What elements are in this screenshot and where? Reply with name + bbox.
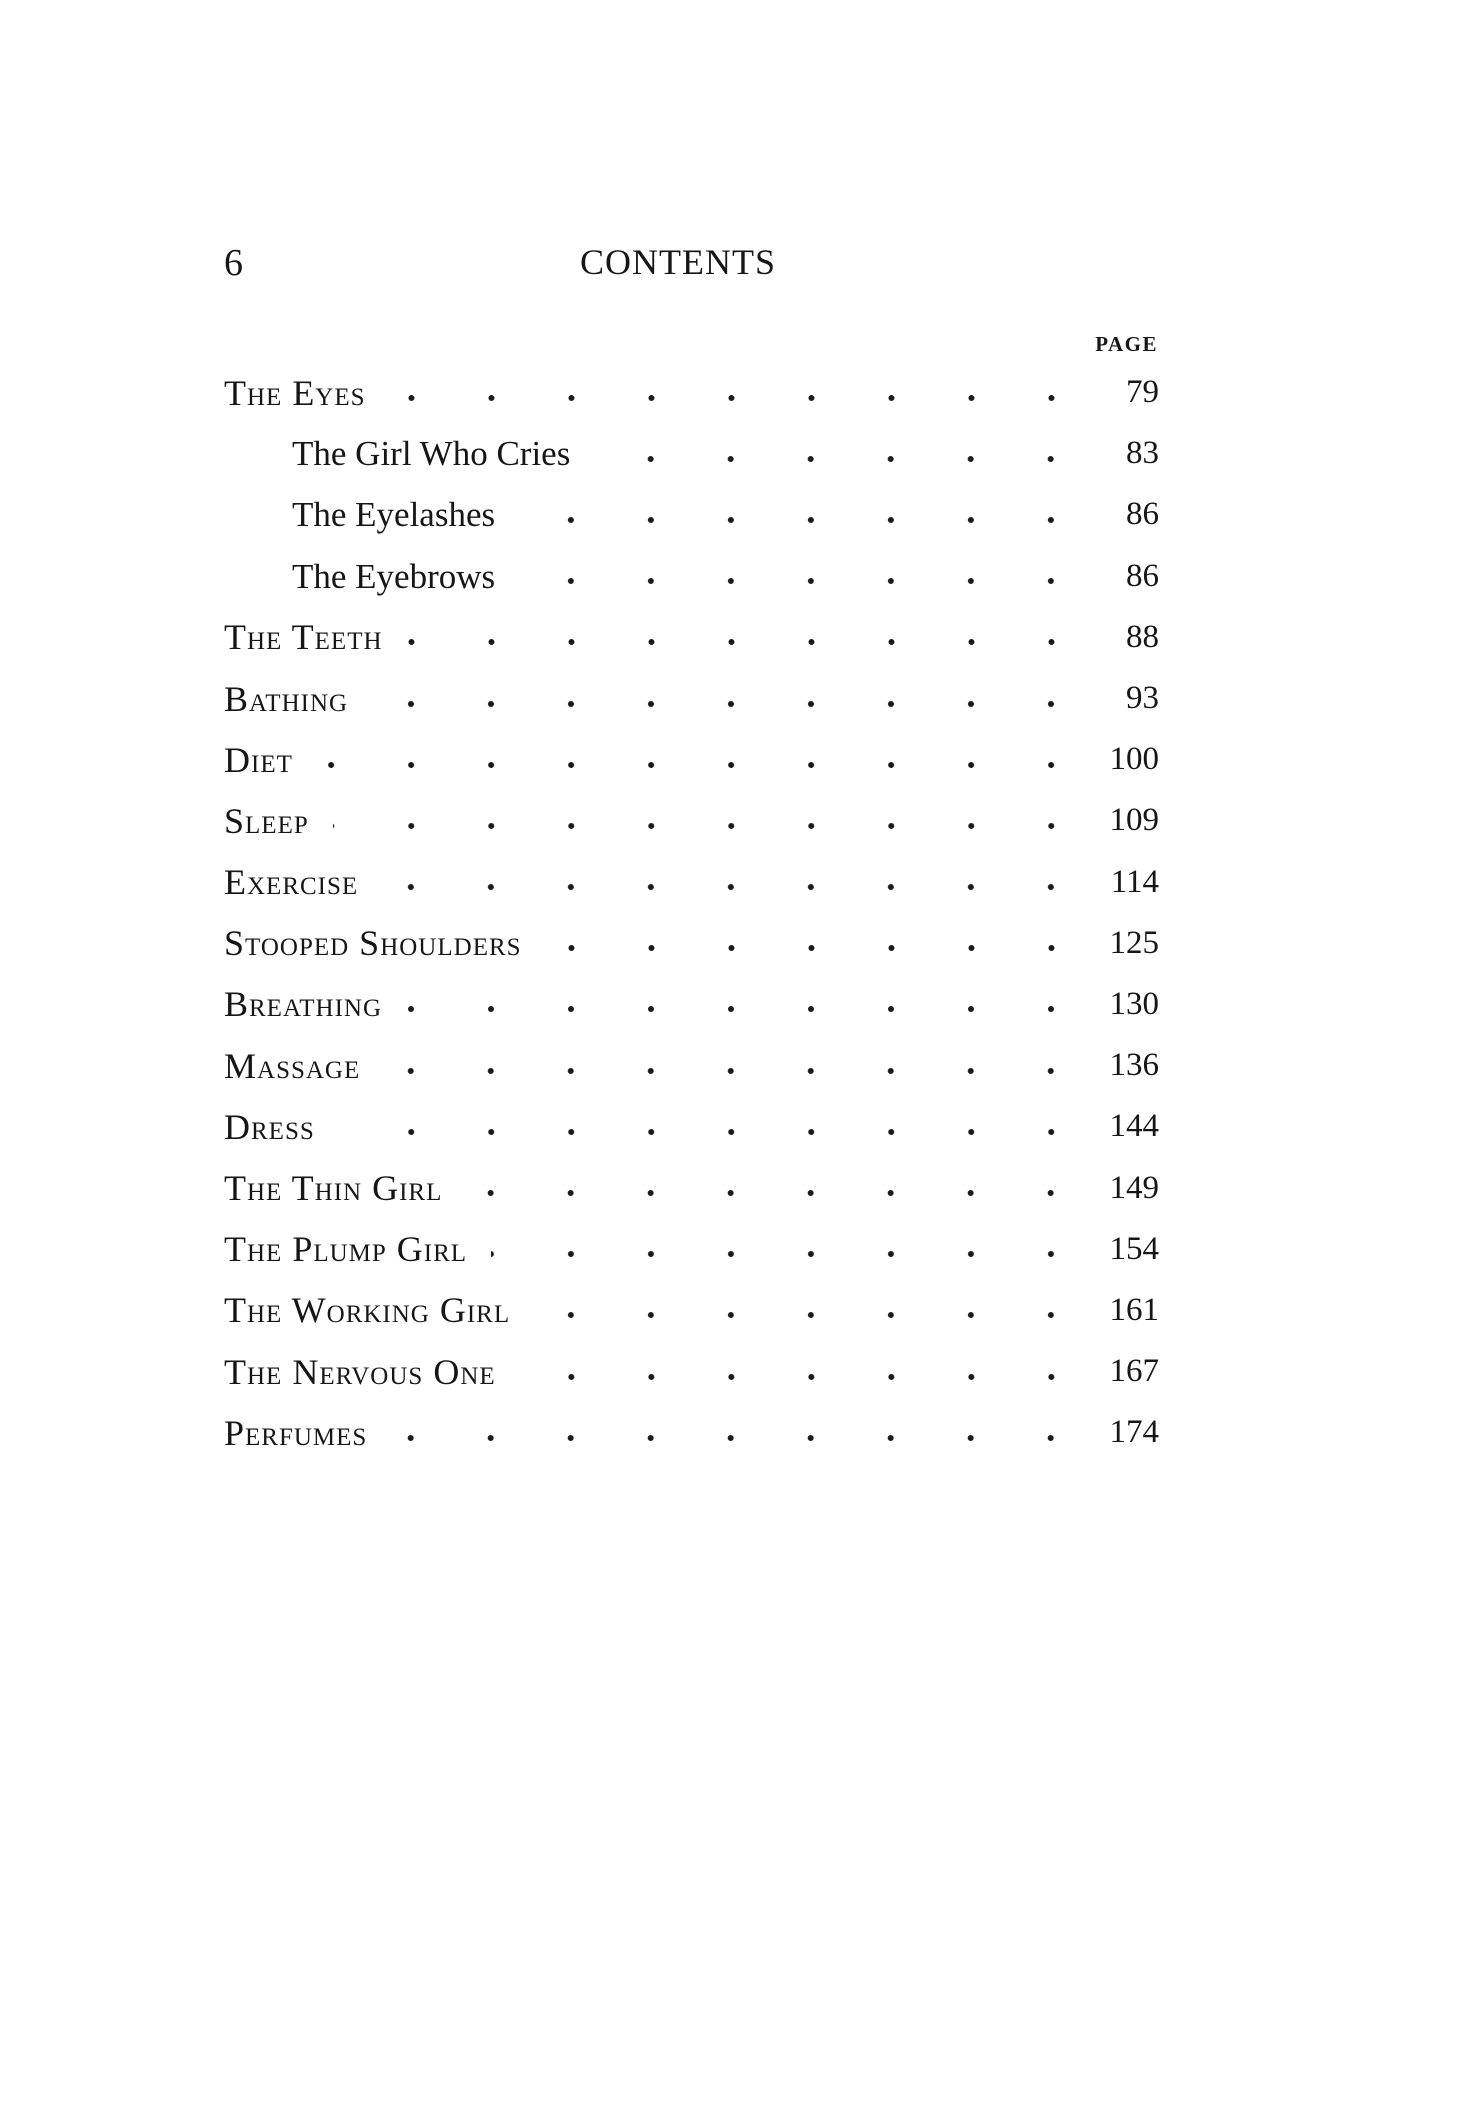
toc-entry-page: 161: [1109, 1291, 1159, 1328]
dot-leader: [546, 944, 1091, 952]
toc-entry-page: 93: [1126, 680, 1159, 717]
toc-entry-page: 125: [1109, 924, 1159, 961]
running-head: CONTENTS: [580, 242, 776, 282]
toc-entry-page: 100: [1109, 741, 1159, 778]
dot-leader: [372, 700, 1091, 708]
toc-entry-title: The Working Girl: [224, 1290, 511, 1331]
toc-entry-page: 79: [1126, 374, 1159, 411]
dot-leader: [519, 516, 1091, 524]
dot-leader: [407, 638, 1091, 646]
toc-entry-title: The Eyebrows: [292, 556, 496, 596]
toc-entry-title: Dress: [224, 1106, 315, 1147]
toc-entry: [224, 974, 1159, 1035]
toc-entry-page: 88: [1126, 618, 1159, 655]
table-of-contents: [224, 362, 1159, 1463]
page-column-label: PAGE: [1095, 332, 1158, 356]
toc-entry-page: 144: [1109, 1108, 1159, 1145]
toc-entry-page: 86: [1126, 496, 1159, 533]
dot-leader: [384, 1067, 1091, 1075]
toc-entry-title: The Teeth: [224, 617, 383, 658]
toc-entry: [224, 607, 1159, 668]
dot-leader: [339, 1128, 1091, 1136]
toc-entry-title: The Eyelashes: [292, 495, 496, 535]
toc-entry-title: The Girl Who Cries: [292, 434, 571, 474]
toc-entry-title: Perfumes: [224, 1412, 368, 1453]
toc-entry: [224, 484, 1159, 545]
toc-entry: [224, 852, 1159, 913]
toc-entry-page: 136: [1109, 1047, 1159, 1084]
dot-leader: [333, 822, 1091, 830]
toc-entry: [224, 546, 1159, 607]
toc-entry: [224, 423, 1159, 484]
dot-leader: [491, 1250, 1091, 1258]
dot-leader: [382, 883, 1091, 891]
page-number: 6: [224, 242, 243, 284]
dot-leader: [594, 455, 1091, 463]
toc-entry-title: Exercise: [224, 862, 359, 903]
dot-leader: [406, 1005, 1091, 1013]
dot-leader: [466, 1189, 1091, 1197]
toc-entry: [224, 1035, 1159, 1096]
toc-entry: [224, 913, 1159, 974]
toc-entry-page: 174: [1109, 1414, 1159, 1451]
toc-entry: [224, 362, 1159, 423]
dot-leader: [317, 761, 1091, 769]
toc-entry-page: 114: [1110, 863, 1159, 900]
toc-entry: [224, 790, 1159, 851]
toc-entry-title: The Eyes: [224, 372, 366, 413]
toc-entry-page: 149: [1109, 1169, 1159, 1206]
toc-entry-title: Breathing: [224, 984, 382, 1025]
toc-entry: [224, 668, 1159, 729]
toc-entry: [224, 729, 1159, 790]
toc-entry: [224, 1341, 1159, 1402]
toc-entry-title: Diet: [224, 739, 293, 780]
toc-entry-title: The Thin Girl: [224, 1168, 443, 1209]
toc-entry: [224, 1096, 1159, 1157]
toc-entry: [224, 1280, 1159, 1341]
dot-leader: [390, 394, 1091, 402]
toc-entry-page: 154: [1109, 1230, 1159, 1267]
dot-leader: [534, 1311, 1091, 1319]
toc-entry-title: Stooped Shoulders: [224, 923, 522, 964]
toc-entry-page: 109: [1109, 802, 1159, 839]
toc-entry-title: Massage: [224, 1045, 361, 1086]
toc-entry-title: The Nervous One: [224, 1351, 496, 1392]
toc-entry-page: 83: [1126, 435, 1159, 472]
toc-entry: [224, 1219, 1159, 1280]
toc-entry-page: 167: [1109, 1353, 1159, 1390]
dot-leader: [391, 1434, 1091, 1442]
dot-leader: [520, 1373, 1091, 1381]
toc-entry: [224, 1157, 1159, 1218]
toc-entry-title: The Plump Girl: [224, 1229, 468, 1270]
toc-entry-title: Bathing: [224, 678, 349, 719]
toc-entry-page: 86: [1126, 557, 1159, 594]
toc-entry-page: 130: [1109, 985, 1159, 1022]
dot-leader: [519, 577, 1091, 585]
toc-entry: [224, 1402, 1159, 1463]
toc-entry-title: Sleep: [224, 800, 309, 841]
